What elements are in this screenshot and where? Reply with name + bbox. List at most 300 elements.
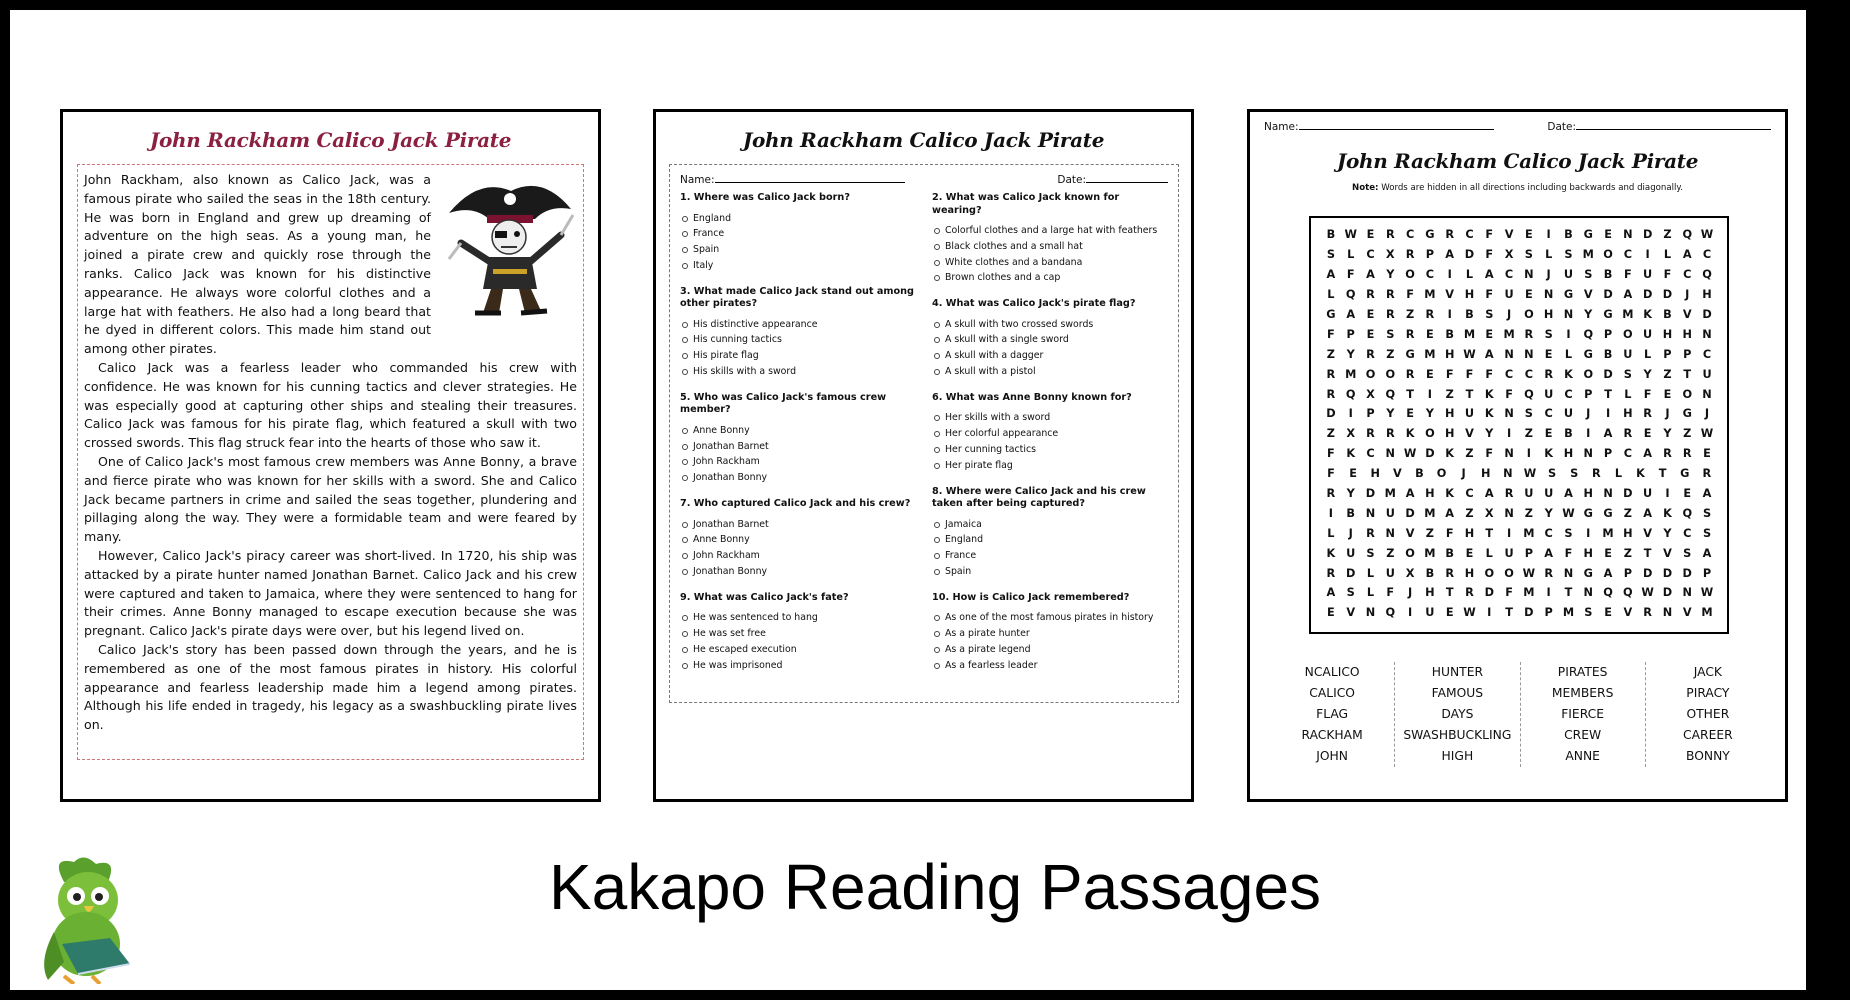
grid-letter: D: [1642, 228, 1653, 242]
answer-options: [680, 423, 916, 486]
grid-letter: S: [1524, 407, 1533, 421]
grid-letter: D: [1464, 248, 1475, 262]
grid-letter: Z: [1326, 347, 1335, 361]
answer-option: Anne Bonny: [680, 423, 916, 439]
grid-letter: E: [1544, 347, 1553, 361]
grid-letter: S: [1570, 467, 1579, 481]
grid-letter: J: [1586, 407, 1591, 421]
grid-letter: O: [1682, 387, 1693, 401]
grid-letter: H: [1563, 447, 1574, 461]
grid-letter: U: [1643, 327, 1653, 341]
grid-letter: P: [1425, 248, 1435, 262]
grid-letter: T: [1683, 367, 1692, 381]
grid-letter: O: [1583, 367, 1594, 381]
grid-letter: A: [1366, 268, 1375, 282]
grid-row: [1321, 424, 1717, 444]
grid-letter: N: [1563, 308, 1574, 321]
grid-letter: V: [1392, 467, 1402, 481]
grid-letter: J: [1546, 268, 1551, 282]
grid-letter: J: [1506, 308, 1512, 321]
grid-letter: U: [1504, 288, 1514, 302]
quiz-question: [932, 486, 1168, 580]
grid-letter: I: [1407, 606, 1413, 620]
grid-letter: R: [1465, 586, 1474, 600]
grid-letter: Y: [1663, 526, 1672, 540]
quiz-sheet: [653, 109, 1194, 802]
grid-letter: R: [1425, 308, 1435, 321]
grid-letter: W: [1641, 586, 1654, 600]
grid-letter: F: [1485, 367, 1494, 381]
grid-letter: R: [1366, 526, 1375, 540]
grid-letter: B: [1603, 268, 1613, 282]
grid-letter: I: [1605, 407, 1611, 421]
grid-letter: U: [1464, 407, 1475, 421]
grid-letter: N: [1365, 606, 1376, 620]
grid-letter: M: [1523, 586, 1535, 600]
grid-letter: K: [1564, 367, 1573, 381]
grid-letter: I: [1506, 427, 1512, 441]
grid-letter: N: [1524, 347, 1534, 361]
grid-letter: A: [1682, 248, 1692, 262]
grid-letter: E: [1327, 606, 1335, 620]
passage-paragraph: One of Calico Jack's most famous crew members was Anne Bonny, a brave and fierce pirate who was known for her skills with a sword. She and Calico Jack became partners in crime and sailed the seas together, plundering and pillaging along the way. They were a formidable team and were feared by many.: [84, 453, 577, 545]
grid-letter: F: [1485, 228, 1494, 242]
grid-letter: L: [1465, 268, 1474, 282]
grid-letter: H: [1464, 288, 1475, 302]
grid-letter: B: [1346, 506, 1355, 520]
grid-letter: F: [1386, 586, 1395, 600]
word-bank-word: CAREER: [1683, 728, 1733, 742]
grid-letter: K: [1445, 447, 1455, 461]
grid-letter: I: [1427, 387, 1432, 401]
grid-letter: Z: [1623, 506, 1632, 520]
answer-option: France: [932, 548, 1168, 564]
word-bank-word: NCALICO: [1304, 665, 1360, 679]
grid-letter: R: [1504, 487, 1514, 501]
grid-letter: P: [1663, 347, 1672, 361]
grid-letter: R: [1544, 566, 1554, 580]
answer-option: Jonathan Barnet: [680, 517, 916, 533]
grid-letter: X: [1504, 248, 1514, 262]
grid-letter: Y: [1584, 308, 1593, 321]
question-text: 8. Where were Calico Jack and his crew taken after being captured?: [932, 485, 1146, 510]
answer-option: His cunning tactics: [680, 332, 916, 348]
grid-letter: A: [1445, 248, 1455, 262]
word-bank-column: [1645, 662, 1770, 767]
answer-option: As one of the most famous pirates in history: [932, 610, 1168, 626]
grid-letter: E: [1643, 427, 1652, 441]
grid-letter: X: [1346, 427, 1356, 441]
grid-letter: D: [1603, 367, 1613, 381]
grid-letter: G: [1603, 308, 1613, 321]
grid-letter: A: [1603, 566, 1613, 580]
grid-letter: B: [1603, 347, 1613, 361]
pirate-illustration: [439, 171, 577, 319]
grid-letter: R: [1445, 228, 1455, 242]
grid-letter: K: [1636, 467, 1645, 481]
grid-letter: S: [1584, 268, 1593, 282]
grid-letter: K: [1663, 506, 1672, 520]
grid-letter: R: [1524, 327, 1534, 341]
grid-letter: R: [1326, 367, 1336, 381]
grid-letter: E: [1465, 546, 1474, 560]
grid-letter: S: [1584, 606, 1593, 620]
answer-options: [932, 610, 1168, 673]
grid-letter: E: [1604, 228, 1612, 242]
word-bank-word: OTHER: [1686, 707, 1730, 721]
grid-letter: H: [1425, 586, 1435, 600]
grid-letter: C: [1702, 347, 1712, 361]
grid-letter: S: [1702, 526, 1712, 540]
grid-letter: O: [1405, 546, 1415, 560]
grid-letter: T: [1505, 606, 1513, 620]
grid-letter: N: [1583, 447, 1593, 461]
quiz-question: [680, 192, 916, 274]
grid-letter: Q: [1524, 387, 1534, 401]
grid-letter: B: [1326, 228, 1336, 242]
grid-row: [1321, 245, 1717, 265]
grid-row: [1321, 503, 1717, 523]
grid-letter: Z: [1326, 427, 1335, 441]
name-label: Name:: [680, 174, 715, 186]
grid-letter: U: [1623, 347, 1633, 361]
grid-letter: N: [1504, 506, 1514, 520]
grid-letter: N: [1702, 327, 1712, 341]
grid-letter: G: [1680, 467, 1690, 481]
grid-letter: R: [1405, 367, 1415, 381]
question-text: 3. What made Calico Jack stand out among other pirates?: [680, 285, 914, 310]
grid-letter: Q: [1702, 268, 1712, 282]
grid-letter: E: [1525, 228, 1533, 242]
grid-letter: G: [1583, 347, 1593, 361]
grid-letter: V: [1346, 606, 1356, 620]
grid-letter: U: [1563, 407, 1574, 421]
grid-letter: L: [1485, 546, 1493, 560]
grid-letter: S: [1702, 506, 1712, 520]
grid-letter: R: [1405, 327, 1415, 341]
grid-row: [1321, 484, 1717, 504]
grid-letter: S: [1485, 308, 1494, 321]
grid-letter: H: [1623, 407, 1633, 421]
grid-letter: S: [1524, 248, 1533, 262]
grid-letter: T: [1485, 526, 1494, 540]
question-text: 1. Where was Calico Jack born?: [680, 192, 850, 203]
answer-option: As a pirate hunter: [932, 626, 1168, 642]
grid-letter: C: [1544, 526, 1553, 540]
quiz-title: John Rackham Calico Jack Pirate: [742, 128, 1105, 152]
grid-letter: Z: [1683, 427, 1692, 441]
grid-letter: H: [1444, 347, 1455, 361]
grid-letter: R: [1663, 447, 1672, 461]
answer-option: England: [932, 532, 1168, 548]
answer-option: Jonathan Bonny: [680, 564, 916, 580]
quiz-question: [932, 298, 1168, 380]
grid-letter: R: [1366, 427, 1375, 441]
grid-letter: F: [1485, 447, 1494, 461]
word-bank-word: CREW: [1564, 728, 1602, 742]
quiz-box: [669, 164, 1179, 703]
grid-letter: H: [1623, 526, 1633, 540]
grid-letter: G: [1583, 566, 1593, 580]
grid-letter: B: [1564, 427, 1573, 441]
word-bank: [1270, 662, 1770, 767]
grid-letter: D: [1425, 447, 1435, 461]
brand-title: Kakapo Reading Passages: [548, 851, 1322, 923]
grid-letter: O: [1623, 327, 1633, 341]
grid-letter: Z: [1524, 427, 1533, 441]
question-text: 9. What was Calico Jack's fate?: [680, 591, 849, 603]
answer-option: A skull with a single sword: [932, 332, 1168, 348]
grid-letter: Z: [1623, 546, 1632, 560]
word-bank-word: HUNTER: [1431, 665, 1484, 679]
grid-letter: H: [1444, 407, 1455, 421]
passage-paragraph: Calico Jack was a fearless leader who commanded his crew with confidence. He was known for his cunning tactics and clever strategies. He was especially good at capturing other ships and stealing their treasures. Calico Jack was famous for his pirate flag, which featured a skull with two crossed swords. This flag struck fear into the hearts of those who saw it.: [84, 359, 577, 451]
grid-letter: A: [1564, 487, 1573, 501]
grid-letter: U: [1702, 367, 1712, 381]
grid-letter: C: [1425, 268, 1435, 282]
grid-letter: A: [1623, 288, 1633, 302]
grid-letter: T: [1445, 586, 1454, 600]
grid-letter: S: [1366, 546, 1375, 560]
grid-letter: D: [1662, 288, 1673, 302]
quiz-question: [932, 392, 1168, 474]
grid-letter: Z: [1663, 367, 1672, 381]
date-label: Date:: [1547, 121, 1576, 133]
question-text: 2. What was Calico Jack known for wearing?: [932, 192, 1120, 216]
grid-letter: L: [1327, 288, 1335, 302]
grid-letter: G: [1682, 407, 1692, 421]
grid-letter: B: [1564, 228, 1573, 242]
grid-letter: W: [1344, 228, 1357, 242]
grid-letter: H: [1464, 526, 1475, 540]
word-bank-word: CALICO: [1309, 686, 1355, 700]
grid-letter: Z: [1465, 506, 1474, 520]
quiz-left-column: [680, 192, 916, 685]
grid-letter: G: [1326, 308, 1336, 321]
question-text: 10. How is Calico Jack remembered?: [932, 591, 1130, 603]
grid-letter: D: [1642, 288, 1653, 302]
grid-letter: N: [1603, 487, 1613, 501]
grid-letter: M: [1424, 347, 1436, 361]
grid-letter: B: [1415, 467, 1424, 481]
grid-letter: C: [1683, 526, 1692, 540]
grid-letter: E: [1683, 487, 1692, 501]
grid-letter: B: [1663, 308, 1672, 321]
grid-letter: E: [1525, 288, 1533, 302]
grid-letter: L: [1644, 347, 1652, 361]
grid-letter: H: [1370, 467, 1380, 481]
grid-letter: L: [1564, 347, 1573, 361]
grid-letter: X: [1385, 248, 1395, 262]
grid-letter: F: [1505, 387, 1513, 401]
word-bank-word: HIGH: [1441, 749, 1474, 763]
passage-paragraph: Calico Jack's story has been passed down through the years, and he is remembered as one of the most famous pirates in history. His colorful appearance and fearless leadership made him a legend among pirates. Although his life ended in tragedy, his legacy as a swashbuckling pirate lives on.: [84, 641, 577, 733]
grid-letter: K: [1484, 387, 1494, 401]
answer-option: He escaped execution: [680, 642, 916, 658]
answer-option: England: [680, 211, 916, 227]
grid-letter: Z: [1405, 308, 1415, 321]
grid-letter: E: [1426, 367, 1434, 381]
answer-option: France: [680, 226, 916, 242]
grid-letter: H: [1543, 308, 1554, 321]
grid-letter: N: [1583, 586, 1593, 600]
grid-letter: V: [1504, 228, 1514, 242]
grid-letter: Y: [1663, 427, 1672, 441]
grid-letter: S: [1544, 327, 1553, 341]
word-bank-word: MEMBERS: [1551, 686, 1614, 700]
grid-letter: M: [1424, 288, 1436, 302]
answer-option: Her pirate flag: [932, 458, 1168, 474]
answer-options: [680, 610, 916, 673]
word-search-title: John Rackham Calico Jack Pirate: [1336, 149, 1699, 173]
answer-option: John Rackham: [680, 548, 916, 564]
grid-letter: U: [1425, 606, 1435, 620]
grid-letter: E: [1366, 308, 1375, 321]
grid-letter: I: [1546, 586, 1551, 600]
grid-letter: F: [1465, 367, 1474, 381]
grid-letter: Z: [1465, 447, 1474, 461]
word-bank-column: [1394, 662, 1519, 767]
grid-letter: P: [1603, 327, 1613, 341]
grid-row: [1321, 583, 1717, 603]
grid-letter: D: [1365, 487, 1376, 501]
grid-letter: O: [1385, 367, 1396, 381]
grid-letter: I: [1348, 407, 1353, 421]
grid-letter: O: [1405, 268, 1415, 282]
grid-letter: Z: [1386, 546, 1395, 560]
grid-letter: U: [1385, 506, 1395, 520]
word-search-sheet: [1247, 109, 1788, 802]
word-search-note: [1250, 183, 1785, 193]
grid-letter: J: [1685, 288, 1690, 302]
word-bank-word: FAMOUS: [1431, 686, 1484, 700]
grid-letter: P: [1544, 606, 1553, 620]
passage-title: John Rackham Calico Jack Pirate: [149, 128, 512, 152]
answer-option: Jamaica: [932, 517, 1168, 533]
grid-letter: D: [1702, 308, 1712, 321]
grid-letter: R: [1385, 308, 1395, 321]
grid-letter: S: [1683, 546, 1692, 560]
name-line: [715, 173, 905, 183]
grid-letter: Q: [1345, 387, 1356, 401]
answer-option: John Rackham: [680, 454, 916, 470]
grid-letter: T: [1658, 467, 1667, 481]
grid-letter: A: [1544, 546, 1554, 560]
grid-letter: M: [1562, 606, 1575, 620]
grid-letter: P: [1346, 327, 1355, 341]
grid-row: [1321, 225, 1717, 245]
grid-letter: R: [1643, 407, 1652, 421]
grid-letter: A: [1326, 268, 1336, 282]
grid-letter: E: [1406, 407, 1414, 421]
grid-letter: F: [1623, 268, 1632, 282]
grid-letter: T: [1564, 586, 1573, 600]
quiz-question: [932, 592, 1168, 674]
grid-letter: H: [1464, 566, 1475, 580]
grid-letter: P: [1524, 546, 1533, 560]
grid-letter: I: [1328, 506, 1333, 520]
grid-letter: R: [1623, 427, 1633, 441]
grid-letter: C: [1683, 268, 1692, 282]
grid-letter: F: [1643, 387, 1652, 401]
answer-option: Black clothes and a small hat: [932, 239, 1168, 255]
grid-letter: A: [1603, 427, 1613, 441]
grid-letter: C: [1702, 248, 1712, 262]
grid-row: [1321, 384, 1717, 404]
grid-letter: P: [1683, 347, 1692, 361]
grid-letter: D: [1524, 606, 1534, 620]
grid-letter: I: [1665, 487, 1670, 501]
grid-letter: S: [1623, 367, 1632, 381]
grid-letter: W: [1700, 586, 1714, 600]
grid-letter: K: [1544, 447, 1554, 461]
grid-letter: P: [1623, 566, 1632, 580]
grid-letter: R: [1366, 288, 1375, 302]
word-search-header: [1250, 112, 1785, 133]
grid-letter: J: [1461, 467, 1466, 481]
grid-letter: L: [1366, 586, 1375, 600]
answer-options: [932, 317, 1168, 380]
note-label: Note:: [1352, 183, 1379, 193]
quiz-question: [680, 392, 916, 486]
grid-letter: M: [1345, 367, 1357, 381]
grid-letter: C: [1504, 367, 1514, 381]
grid-letter: E: [1349, 467, 1357, 481]
answer-option: Her colorful appearance: [932, 426, 1168, 442]
grid-letter: A: [1484, 268, 1494, 282]
grid-row: [1321, 305, 1717, 325]
grid-letter: O: [1365, 367, 1376, 381]
grid-letter: H: [1444, 427, 1455, 441]
grid-letter: U: [1544, 487, 1554, 501]
grid-letter: H: [1425, 487, 1435, 501]
answer-option: He was sentenced to hang: [680, 610, 916, 626]
grid-letter: N: [1385, 447, 1396, 461]
question-text: 6. What was Anne Bonny known for?: [932, 391, 1132, 403]
grid-letter: J: [1665, 407, 1670, 421]
grid-letter: L: [1327, 526, 1335, 540]
grid-letter: C: [1524, 367, 1534, 381]
grid-letter: W: [1463, 347, 1476, 361]
grid-letter: J: [1704, 407, 1710, 421]
grid-letter: V: [1623, 606, 1633, 620]
grid-letter: U: [1563, 268, 1574, 282]
grid-letter: R: [1385, 288, 1395, 302]
grid-letter: F: [1485, 248, 1494, 262]
answer-options: [680, 517, 916, 580]
grid-letter: A: [1702, 487, 1712, 501]
passage-box: [77, 164, 584, 760]
grid-letter: R: [1326, 387, 1336, 401]
grid-letter: U: [1385, 566, 1395, 580]
grid-letter: G: [1603, 506, 1613, 520]
grid-letter: M: [1582, 248, 1594, 262]
grid-letter: E: [1604, 606, 1612, 620]
grid-letter: N: [1385, 526, 1396, 540]
grid-letter: K: [1484, 407, 1494, 421]
grid-letter: I: [1487, 606, 1492, 620]
word-bank-column: [1520, 662, 1645, 767]
grid-row: [1321, 543, 1717, 563]
grid-letter: U: [1524, 487, 1534, 501]
grid-letter: X: [1366, 387, 1375, 401]
grid-letter: D: [1603, 288, 1613, 302]
grid-letter: I: [1526, 447, 1531, 461]
grid-letter: A: [1484, 487, 1494, 501]
grid-letter: D: [1662, 586, 1673, 600]
word-bank-word: FIERCE: [1561, 707, 1604, 721]
grid-letter: P: [1366, 407, 1375, 421]
